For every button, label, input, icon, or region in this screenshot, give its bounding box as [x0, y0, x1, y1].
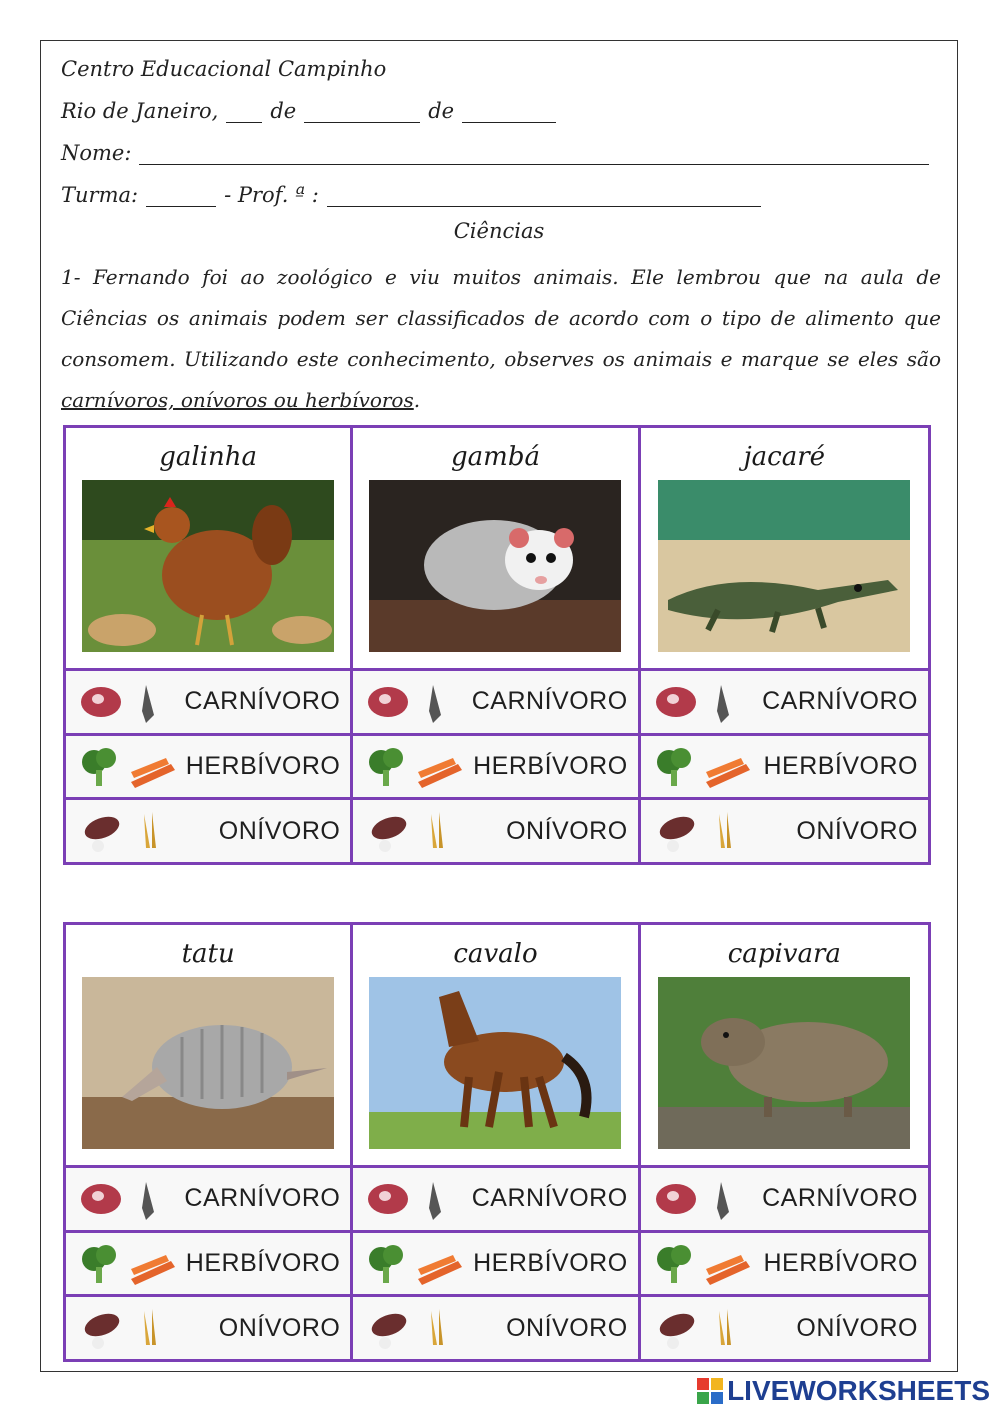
option-label: ONÍVORO — [506, 1313, 628, 1342]
question-end: . — [413, 388, 421, 412]
meat-and-fish-icon — [651, 677, 756, 727]
capybara-image — [658, 977, 910, 1149]
date-line — [61, 93, 564, 123]
animal-card-galinha — [66, 428, 353, 862]
option-herbivoro[interactable] — [641, 736, 928, 801]
option-onivoro[interactable] — [66, 800, 350, 862]
de-label-2: de — [428, 99, 455, 123]
animal-name: capivara — [727, 939, 841, 969]
option-onivoro[interactable] — [353, 1297, 637, 1359]
logo-icon — [697, 1378, 723, 1404]
city-label: Rio de Janeiro, — [61, 99, 219, 123]
mixed-food-icon — [651, 806, 756, 856]
question-highlight: carnívoros, onívoros ou herbívoros — [61, 388, 414, 412]
animal-header — [641, 428, 928, 671]
armadillo-image — [82, 977, 334, 1149]
month-field[interactable] — [304, 104, 420, 123]
mixed-food-icon — [363, 806, 468, 856]
option-label: HERBÍVORO — [763, 1249, 918, 1277]
liveworksheets-logo — [697, 1375, 990, 1407]
animal-header — [66, 428, 350, 671]
option-label: ONÍVORO — [796, 816, 918, 845]
animal-name: galinha — [159, 442, 258, 472]
option-label: ONÍVORO — [218, 1313, 341, 1342]
broccoli-and-carrot-icon — [651, 1239, 756, 1289]
option-label: ONÍVORO — [796, 1313, 918, 1342]
opossum-image — [369, 480, 621, 652]
class-field[interactable] — [146, 188, 216, 207]
broccoli-and-carrot-icon — [651, 742, 756, 792]
question-body: 1- Fernando foi ao zoológico e viu muitos animais. Ele lembrou que na aula de Ciências os animais podem ser classificados de acordo com o tipo de alimento que consomem. Utilizando este conhecimento, observes os animais e marque se eles são — [61, 265, 941, 371]
option-herbivoro[interactable] — [353, 736, 637, 801]
option-label: HERBÍVORO — [185, 752, 341, 780]
question-text — [61, 257, 941, 421]
option-label: ONÍVORO — [218, 816, 341, 845]
option-carnivoro[interactable] — [66, 1168, 350, 1233]
option-label: CARNÍVORO — [762, 1184, 918, 1213]
day-field[interactable] — [226, 104, 262, 123]
option-label: HERBÍVORO — [763, 752, 918, 780]
option-onivoro[interactable] — [66, 1297, 350, 1359]
horse-image — [369, 977, 621, 1149]
prof-label: - Prof. ª : — [224, 183, 319, 207]
animal-card-capivara — [641, 925, 928, 1359]
option-label: ONÍVORO — [506, 816, 628, 845]
mixed-food-icon — [651, 1303, 756, 1353]
option-herbivoro[interactable] — [66, 736, 350, 801]
name-line — [61, 135, 937, 165]
animal-header — [353, 428, 637, 671]
animal-card-cavalo — [353, 925, 640, 1359]
school-name: Centro Educacional Campinho — [61, 57, 387, 81]
school-line — [61, 51, 386, 81]
meat-and-fish-icon — [76, 1174, 181, 1224]
class-line — [61, 177, 769, 207]
alligator-image — [658, 480, 910, 652]
option-carnivoro[interactable] — [641, 1168, 928, 1233]
broccoli-and-carrot-icon — [76, 1239, 181, 1289]
option-label: HERBÍVORO — [473, 1249, 628, 1277]
option-onivoro[interactable] — [641, 800, 928, 862]
meat-and-fish-icon — [363, 677, 468, 727]
animal-header — [66, 925, 350, 1168]
name-label: Nome: — [61, 141, 132, 165]
subject-title: Ciências — [453, 219, 545, 243]
animal-header — [353, 925, 637, 1168]
year-field[interactable] — [462, 104, 556, 123]
option-carnivoro[interactable] — [353, 671, 637, 736]
option-label: CARNÍVORO — [471, 687, 628, 716]
animal-card-tatu — [66, 925, 353, 1359]
option-carnivoro[interactable] — [66, 671, 350, 736]
broccoli-and-carrot-icon — [363, 1239, 468, 1289]
animal-name: tatu — [181, 939, 235, 969]
option-herbivoro[interactable] — [353, 1233, 637, 1298]
option-onivoro[interactable] — [641, 1297, 928, 1359]
option-carnivoro[interactable] — [353, 1168, 637, 1233]
mixed-food-icon — [363, 1303, 468, 1353]
option-label: HERBÍVORO — [473, 752, 628, 780]
mixed-food-icon — [76, 1303, 181, 1353]
option-carnivoro[interactable] — [641, 671, 928, 736]
logo-text: LIVEWORKSHEETS — [727, 1375, 990, 1406]
prof-field[interactable] — [327, 188, 761, 207]
class-label: Turma: — [61, 183, 139, 207]
option-label: CARNÍVORO — [184, 687, 341, 716]
option-label: CARNÍVORO — [762, 687, 918, 716]
name-field[interactable] — [139, 146, 929, 165]
animal-grid-top — [63, 425, 931, 865]
animal-card-gamba — [353, 428, 640, 862]
meat-and-fish-icon — [363, 1174, 468, 1224]
de-label-1: de — [270, 99, 297, 123]
option-onivoro[interactable] — [353, 800, 637, 862]
animal-card-jacare — [641, 428, 928, 862]
option-herbivoro[interactable] — [641, 1233, 928, 1298]
broccoli-and-carrot-icon — [76, 742, 181, 792]
mixed-food-icon — [76, 806, 181, 856]
animal-grid-bottom — [63, 922, 931, 1362]
option-label: CARNÍVORO — [471, 1184, 628, 1213]
meat-and-fish-icon — [651, 1174, 756, 1224]
chicken-image — [82, 480, 334, 652]
meat-and-fish-icon — [76, 677, 181, 727]
broccoli-and-carrot-icon — [363, 742, 468, 792]
option-label: HERBÍVORO — [185, 1249, 341, 1277]
option-herbivoro[interactable] — [66, 1233, 350, 1298]
animal-name: gambá — [451, 442, 540, 472]
animal-name: jacaré — [743, 442, 826, 472]
option-label: CARNÍVORO — [184, 1184, 341, 1213]
animal-name: cavalo — [453, 939, 538, 969]
animal-header — [641, 925, 928, 1168]
